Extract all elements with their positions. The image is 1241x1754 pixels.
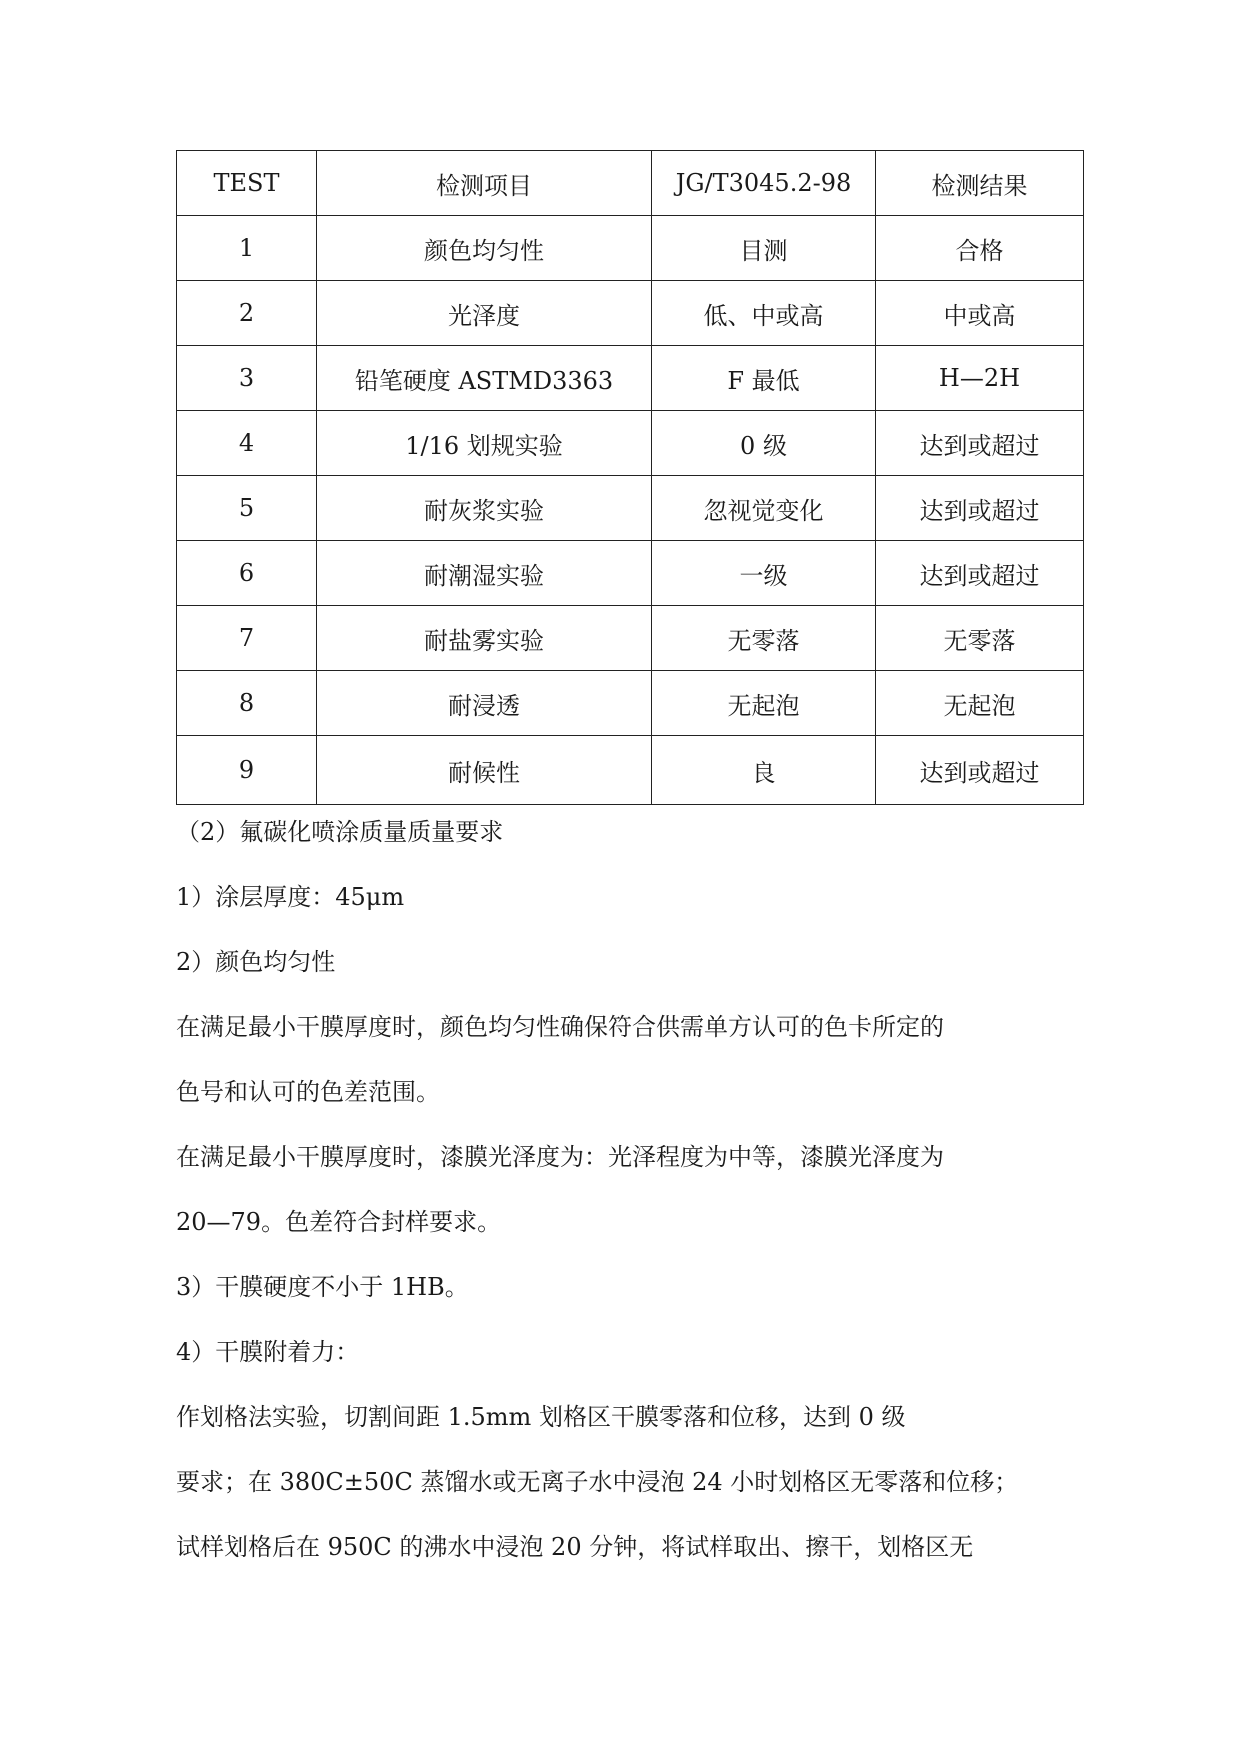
paragraph-line: 3）干膜硬度不小于 1HB。 — [176, 1273, 469, 1301]
table-cell: 忽视觉变化 — [652, 476, 876, 541]
table-cell: 无起泡 — [652, 671, 876, 736]
table-cell: 3 — [177, 346, 317, 411]
paragraph-line: 要求；在 380C±50C 蒸馏水或无离子水中浸泡 24 小时划格区无零落和位移； — [176, 1468, 1019, 1496]
table-cell: 无起泡 — [876, 671, 1084, 736]
table-cell: 0 级 — [652, 411, 876, 476]
table-row — [177, 476, 1084, 541]
header-cell-standard: JG/T3045.2-98 — [652, 151, 876, 216]
paragraph-line: 在满足最小干膜厚度时，漆膜光泽度为：光泽程度为中等，漆膜光泽度为 — [176, 1143, 944, 1171]
table-cell: 达到或超过 — [876, 411, 1084, 476]
paragraph-line: 1）涂层厚度：45μm — [176, 883, 405, 911]
table-row — [177, 541, 1084, 606]
paragraph-line: 试样划格后在 950C 的沸水中浸泡 20 分钟，将试样取出、擦干，划格区无 — [176, 1533, 974, 1561]
table-cell: 光泽度 — [317, 281, 652, 346]
table-cell: 中或高 — [876, 281, 1084, 346]
table-cell: F 最低 — [652, 346, 876, 411]
table-cell: 达到或超过 — [876, 541, 1084, 606]
table-cell: 5 — [177, 476, 317, 541]
header-cell-result: 检测结果 — [876, 151, 1084, 216]
table-header-row — [177, 151, 1084, 216]
paragraph-line: 色号和认可的色差范围。 — [176, 1078, 440, 1106]
table-row — [177, 606, 1084, 671]
table-cell: 耐盐雾实验 — [317, 606, 652, 671]
table-cell: 无零落 — [876, 606, 1084, 671]
table-cell: 耐候性 — [317, 736, 652, 805]
paragraph-line: 作划格法实验，切割间距 1.5mm 划格区干膜零落和位移，达到 0 级 — [176, 1403, 906, 1431]
table-cell: 无零落 — [652, 606, 876, 671]
table-row — [177, 216, 1084, 281]
table-cell: 9 — [177, 736, 317, 805]
table-cell: H—2H — [876, 346, 1084, 411]
table-cell: 8 — [177, 671, 317, 736]
table-row — [177, 346, 1084, 411]
table-cell: 达到或超过 — [876, 476, 1084, 541]
table-cell: 颜色均匀性 — [317, 216, 652, 281]
table-cell: 7 — [177, 606, 317, 671]
table-row — [177, 736, 1084, 805]
table-cell: 4 — [177, 411, 317, 476]
table-cell: 6 — [177, 541, 317, 606]
table-cell: 一级 — [652, 541, 876, 606]
header-cell-test: TEST — [177, 151, 317, 216]
table-cell: 铅笔硬度 ASTMD3363 — [317, 346, 652, 411]
table-cell: 达到或超过 — [876, 736, 1084, 805]
table-cell: 低、中或高 — [652, 281, 876, 346]
table-row — [177, 411, 1084, 476]
paragraph-line: 在满足最小干膜厚度时，颜色均匀性确保符合供需单方认可的色卡所定的 — [176, 1013, 944, 1041]
table-cell: 目测 — [652, 216, 876, 281]
table-cell: 耐潮湿实验 — [317, 541, 652, 606]
test-results-table — [176, 150, 1084, 805]
header-cell-item: 检测项目 — [317, 151, 652, 216]
body-text — [176, 814, 1076, 1594]
paragraph-line: 2）颜色均匀性 — [176, 948, 336, 976]
table-cell: 2 — [177, 281, 317, 346]
table-row — [177, 281, 1084, 346]
table-cell: 耐灰浆实验 — [317, 476, 652, 541]
table-cell: 耐浸透 — [317, 671, 652, 736]
table-cell: 1 — [177, 216, 317, 281]
table-cell: 合格 — [876, 216, 1084, 281]
paragraph-line: 20—79。色差符合封样要求。 — [176, 1208, 502, 1236]
section-heading: （2）氟碳化喷涂质量质量要求 — [176, 818, 504, 846]
table-cell: 良 — [652, 736, 876, 805]
table-cell: 1/16 划规实验 — [317, 411, 652, 476]
table-row — [177, 671, 1084, 736]
paragraph-line: 4）干膜附着力： — [176, 1338, 360, 1366]
